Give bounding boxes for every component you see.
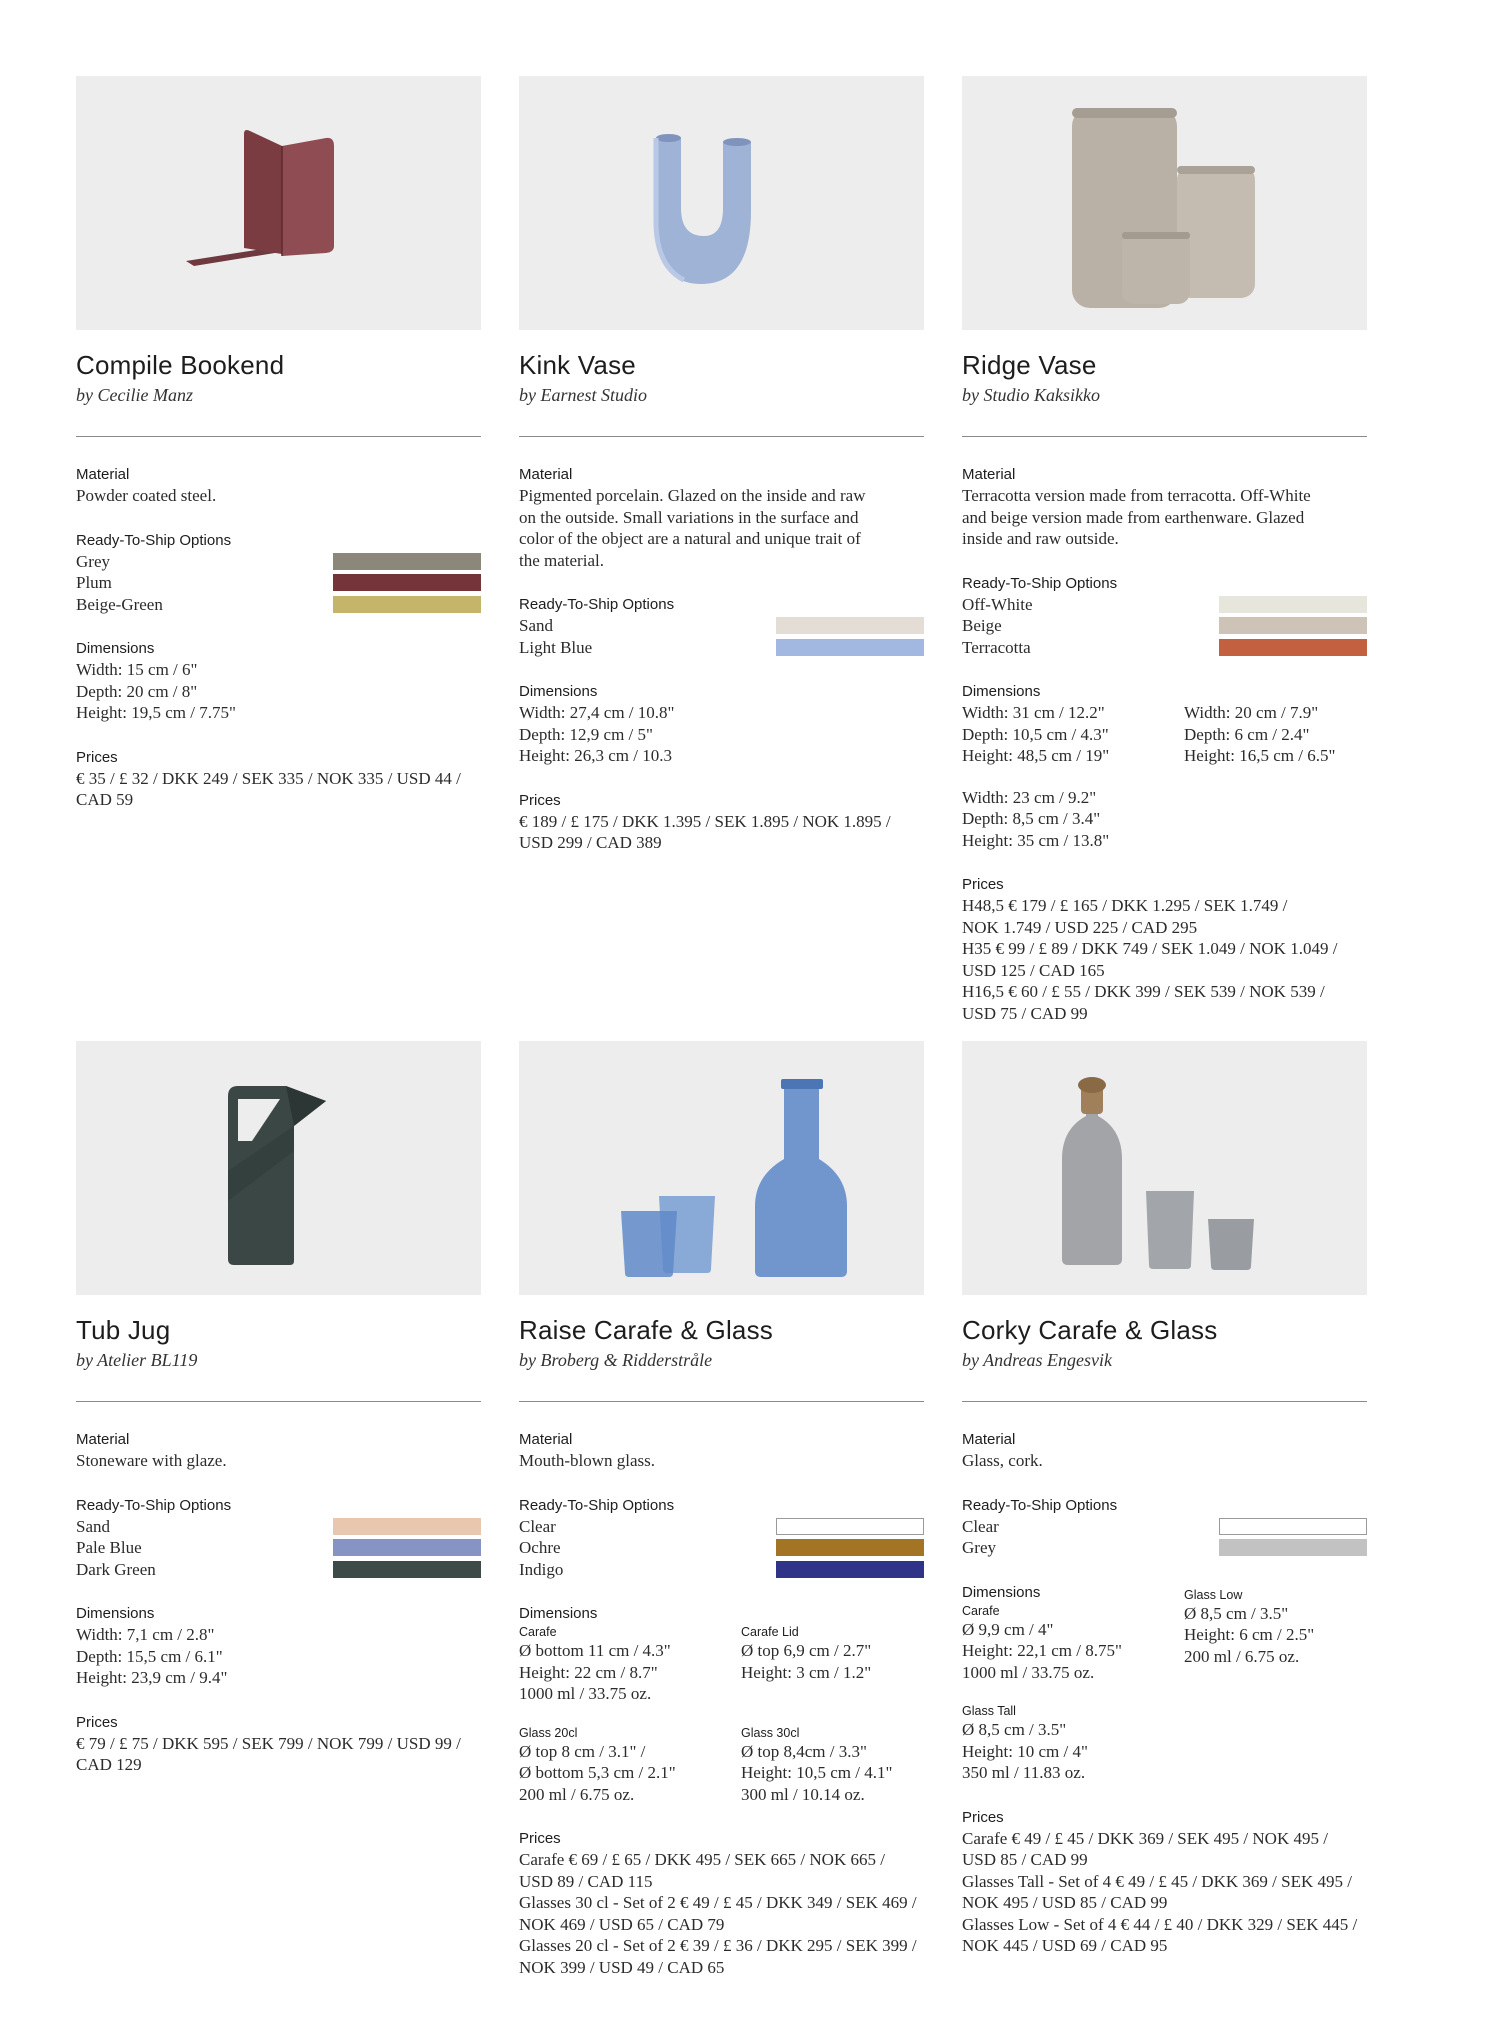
product-title: Compile Bookend [76,350,285,380]
option-name: Sand [519,616,553,635]
material-label: Material [519,1431,573,1448]
dimension-line: Depth: 12,9 cm / 5" [519,724,653,744]
prices-label: Prices [519,791,561,809]
dimensions-section [519,682,924,767]
kink-vase-illustration [519,76,924,330]
color-swatch [1219,617,1367,634]
product-card-kink-vase [519,76,924,854]
product-designer: by Studio Kaksikko [962,385,1100,405]
option-row [962,615,1367,637]
dimension-line: Ø bottom 5,3 cm / 2.1" [519,1763,676,1782]
price-line: NOK 1.749 / USD 225 / CAD 295 [962,917,1198,937]
material-text: Mouth-blown glass. [519,1451,655,1470]
option-row [76,1559,481,1581]
option-name: Light Blue [519,637,593,657]
dimension-line: Height: 10 cm / 4" [962,1741,1088,1761]
color-swatch [333,574,481,591]
material-text: and beige version made from earthenware. Glazed [962,507,1305,527]
options-label: Ready-To-Ship Options [76,1496,232,1514]
option-row [76,594,481,616]
options-section [519,1496,924,1581]
options-section [76,1496,481,1581]
product-image-compile-bookend [76,76,481,330]
dimension-line: Depth: 6 cm / 2.4" [1184,724,1310,744]
dimensions-column [1184,702,1367,767]
divider [519,436,924,437]
material-text: inside and raw outside. [962,529,1119,548]
dimension-line: Ø 9,9 cm / 4" [962,1619,1054,1639]
prices-section [76,1713,481,1776]
dimensions-label: Dimensions [962,683,1041,700]
price-line: Glasses Low - Set of 4 € 44 / £ 40 / DKK 329 / SEK 445 / [962,1914,1358,1934]
corky-carafe-illustration [962,1041,1367,1295]
material-section [519,465,924,571]
product-designer: by Earnest Studio [519,385,647,405]
dimensions-columns [519,1624,924,1705]
dimension-line: Height: 22 cm / 8.7" [519,1662,658,1682]
option-name: Clear [962,1516,999,1536]
material-label: Material [962,1431,1016,1448]
price-line: NOK 399 / USD 49 / CAD 65 [519,1957,725,1977]
prices-label: Prices [962,1808,1004,1826]
option-name: Clear [519,1516,556,1536]
color-swatch [1219,1539,1367,1556]
dimension-line: Height: 26,3 cm / 10.3 [519,746,672,765]
dimension-sublabel: Glass 20cl [519,1725,578,1740]
dimensions-section [962,682,1367,851]
options-section [519,595,924,658]
option-name: Grey [76,551,110,571]
product-title: Ridge Vase [962,350,1097,380]
dimensions-column [962,1583,1184,1684]
dimension-line: Ø top 6,9 cm / 2.7" [741,1641,872,1660]
option-row [962,637,1367,659]
color-swatch [776,1518,924,1535]
dimensions-columns [519,1725,924,1806]
color-swatch [776,617,924,634]
product-title: Raise Carafe & Glass [519,1315,773,1345]
dimension-line: Height: 10,5 cm / 4.1" [741,1763,893,1782]
color-swatch [776,1539,924,1556]
price-line: Carafe € 69 / £ 65 / DKK 495 / SEK 665 / NOK 665 / [519,1850,885,1869]
color-swatch [1219,639,1367,656]
options-label: Ready-To-Ship Options [519,596,675,613]
prices-label: Prices [76,1713,118,1731]
dimensions-section [76,1604,481,1689]
dimension-line: 1000 ml / 33.75 oz. [519,1684,652,1703]
option-row [519,1516,924,1538]
price-line: USD 85 / CAD 99 [962,1850,1088,1869]
product-image-tub-jug [76,1041,481,1295]
option-row [519,637,924,659]
ridge-vase-illustration [962,76,1367,330]
option-name: Indigo [519,1559,564,1579]
options-label: Ready-To-Ship Options [76,531,232,549]
material-text: Pigmented porcelain. Glazed on the inside and raw [519,486,866,505]
option-name: Beige-Green [76,594,163,614]
dimension-line: Width: 31 cm / 12.2" [962,703,1105,722]
price-line: Glasses 30 cl - Set of 2 € 49 / £ 45 / DKK 349 / SEK 469 / [519,1893,917,1912]
options-section [76,531,481,616]
price-line: CAD 59 [76,790,134,809]
material-text: Terracotta version made from terracotta. Off-White [962,486,1311,505]
options-section [962,574,1367,659]
product-designer: by Cecilie Manz [76,385,193,405]
divider [962,436,1367,437]
dimension-line: Height: 19,5 cm / 7.75" [76,703,236,722]
options-label: Ready-To-Ship Options [519,1496,675,1514]
dimension-line: Ø 8,5 cm / 3.5" [962,1720,1067,1739]
price-line: NOK 495 / USD 85 / CAD 99 [962,1893,1168,1912]
product-image-kink-vase [519,76,924,330]
material-section [519,1430,924,1472]
color-swatch [333,1518,481,1535]
material-text: Stoneware with glaze. [76,1451,227,1470]
dimension-sublabel: Glass 30cl [741,1725,800,1740]
color-swatch [776,1561,924,1578]
dimensions-column [519,1624,741,1705]
material-label: Material [76,466,130,483]
dimensions-label: Dimensions [76,640,155,657]
dimension-line: Ø 8,5 cm / 3.5" [1184,1603,1289,1623]
dimension-line: Ø top 8,4cm / 3.3" [741,1741,867,1761]
divider [76,1401,481,1402]
bookend-illustration [76,76,481,330]
dimension-line: 1000 ml / 33.75 oz. [962,1662,1095,1682]
option-row [962,594,1367,616]
dimension-line: Depth: 15,5 cm / 6.1" [76,1646,223,1666]
dimensions-column [962,702,1184,767]
price-line: € 189 / £ 175 / DKK 1.395 / SEK 1.895 / NOK 1.895 / [519,811,891,831]
dimension-line: Width: 7,1 cm / 2.8" [76,1625,215,1644]
price-line: NOK 445 / USD 69 / CAD 95 [962,1936,1168,1955]
option-name: Ochre [519,1538,561,1557]
option-name: Dark Green [76,1559,156,1579]
dimensions-columns [962,1583,1367,1684]
option-row [76,551,481,573]
dimension-line: Height: 23,9 cm / 9.4" [76,1668,228,1687]
dimension-line: Width: 23 cm / 9.2" [962,787,1097,807]
product-image-corky-carafe [962,1041,1367,1295]
dimensions-group [962,1703,1367,1784]
dimension-line: Depth: 20 cm / 8" [76,681,198,701]
dimension-line: Depth: 10,5 cm / 4.3" [962,724,1109,744]
option-row [519,1559,924,1581]
material-section [76,1430,481,1472]
option-row [519,1537,924,1559]
product-card-tub-jug [76,1041,481,1776]
divider [962,1401,1367,1402]
material-text: Powder coated steel. [76,486,217,505]
prices-section [962,875,1367,1024]
dimensions-section [76,639,481,724]
dimension-line: Height: 16,5 cm / 6.5" [1184,746,1336,765]
dimension-line: Height: 3 cm / 1.2" [741,1662,872,1682]
option-row [519,615,924,637]
price-line: H35 € 99 / £ 89 / DKK 749 / SEK 1.049 / NOK 1.049 / [962,939,1338,958]
options-label: Ready-To-Ship Options [962,1496,1118,1514]
material-section [962,465,1367,550]
price-line: USD 89 / CAD 115 [519,1871,653,1891]
dimension-line: 200 ml / 6.75 oz. [1184,1646,1300,1666]
dimension-line: Height: 6 cm / 2.5" [1184,1625,1315,1644]
dimension-line: Width: 20 cm / 7.9" [1184,703,1319,722]
product-image-ridge-vase [962,76,1367,330]
material-text: Glass, cork. [962,1451,1043,1470]
price-line: USD 125 / CAD 165 [962,960,1105,980]
options-label: Ready-To-Ship Options [962,574,1118,592]
dimension-line: Depth: 8,5 cm / 3.4" [962,809,1101,828]
divider [76,436,481,437]
dimension-line: 350 ml / 11.83 oz. [962,1763,1086,1782]
prices-section [519,1829,924,1978]
color-swatch [333,553,481,570]
divider [519,1401,924,1402]
prices-label: Prices [962,876,1004,893]
dimension-line: Width: 27,4 cm / 10.8" [519,703,675,722]
dimensions-columns [962,702,1367,767]
prices-label: Prices [76,748,118,766]
dimension-sublabel: Glass Tall [962,1704,1016,1718]
product-card-raise-carafe [519,1041,924,1978]
prices-section [962,1808,1367,1957]
raise-carafe-illustration [519,1041,924,1295]
dimensions-label: Dimensions [962,1583,1041,1601]
price-line: H48,5 € 179 / £ 165 / DKK 1.295 / SEK 1.749 / [962,896,1288,915]
product-designer: by Atelier BL119 [76,1350,198,1370]
dimensions-column [1184,1583,1367,1684]
option-name: Plum [76,573,112,592]
product-title: Corky Carafe & Glass [962,1315,1218,1345]
price-line: USD 75 / CAD 99 [962,1003,1088,1023]
dimension-line: Ø top 8 cm / 3.1" / [519,1741,646,1761]
price-line: € 35 / £ 32 / DKK 249 / SEK 335 / NOK 335 / USD 44 / [76,768,461,788]
material-label: Material [962,466,1016,483]
color-swatch [1219,596,1367,613]
material-text: on the outside. Small variations in the surface and [519,507,859,527]
option-row [76,572,481,594]
tub-jug-illustration [76,1041,481,1295]
color-swatch [776,639,924,656]
option-row [76,1516,481,1538]
option-row [76,1537,481,1559]
dimensions-label: Dimensions [519,683,598,700]
option-name: Off-White [962,594,1033,614]
color-swatch [333,1561,481,1578]
option-name: Pale Blue [76,1538,142,1557]
product-card-ridge-vase [962,76,1367,1024]
dimensions-section [962,1583,1367,1784]
product-title: Kink Vase [519,350,636,380]
price-line: € 79 / £ 75 / DKK 595 / SEK 799 / NOK 799 / USD 99 / [76,1733,461,1753]
prices-label: Prices [519,1830,561,1847]
dimension-line: Ø bottom 11 cm / 4.3" [519,1641,671,1660]
dimension-sublabel: Glass Low [1184,1587,1243,1602]
dimension-line: Width: 15 cm / 6" [76,660,198,679]
dimensions-group [962,787,1367,852]
price-line: Glasses 20 cl - Set of 2 € 39 / £ 36 / DKK 295 / SEK 399 / [519,1936,917,1955]
dimensions-column [519,1725,741,1806]
price-line: USD 299 / CAD 389 [519,833,662,852]
price-line: NOK 469 / USD 65 / CAD 79 [519,1914,725,1934]
product-card-compile-bookend [76,76,481,811]
dimension-line: 200 ml / 6.75 oz. [519,1784,635,1804]
dimension-line: Height: 22,1 cm / 8.75" [962,1641,1122,1660]
prices-section [519,791,924,854]
product-card-corky-carafe [962,1041,1367,1957]
material-text: color of the object are a natural and unique trait of [519,529,861,548]
price-line: Carafe € 49 / £ 45 / DKK 369 / SEK 495 / NOK 495 / [962,1828,1328,1848]
color-swatch [333,1539,481,1556]
dimension-line: 300 ml / 10.14 oz. [741,1784,865,1804]
option-name: Beige [962,616,1002,635]
dimension-sublabel: Carafe [962,1603,1000,1618]
product-designer: by Andreas Engesvik [962,1350,1112,1370]
dimension-line: Height: 48,5 cm / 19" [962,746,1110,765]
option-row [962,1516,1367,1538]
dimensions-column [741,1624,924,1705]
dimension-sublabel: Carafe [519,1625,557,1639]
dimension-line: Height: 35 cm / 13.8" [962,830,1110,850]
product-image-raise-carafe [519,1041,924,1295]
color-swatch [1219,1518,1367,1535]
material-label: Material [519,466,573,483]
dimensions-label: Dimensions [76,1605,155,1622]
dimensions-label: Dimensions [519,1605,598,1622]
dimensions-column [741,1725,924,1806]
option-name: Grey [962,1538,996,1557]
material-text: the material. [519,550,604,570]
option-row [962,1537,1367,1559]
price-line: H16,5 € 60 / £ 55 / DKK 399 / SEK 539 / NOK 539 / [962,982,1325,1001]
material-section [76,465,481,507]
price-line: Glasses Tall - Set of 4 € 49 / £ 45 / DKK 369 / SEK 495 / [962,1871,1352,1891]
product-designer: by Broberg & Ridderstråle [519,1350,713,1370]
prices-section [76,748,481,811]
option-name: Sand [76,1516,110,1536]
price-line: CAD 129 [76,1755,142,1774]
dimension-sublabel: Carafe Lid [741,1625,799,1639]
material-section [962,1430,1367,1472]
option-name: Terracotta [962,637,1031,657]
dimensions-section [519,1604,924,1805]
product-title: Tub Jug [76,1315,171,1345]
options-section [962,1496,1367,1559]
color-swatch [333,596,481,613]
material-label: Material [76,1431,130,1448]
